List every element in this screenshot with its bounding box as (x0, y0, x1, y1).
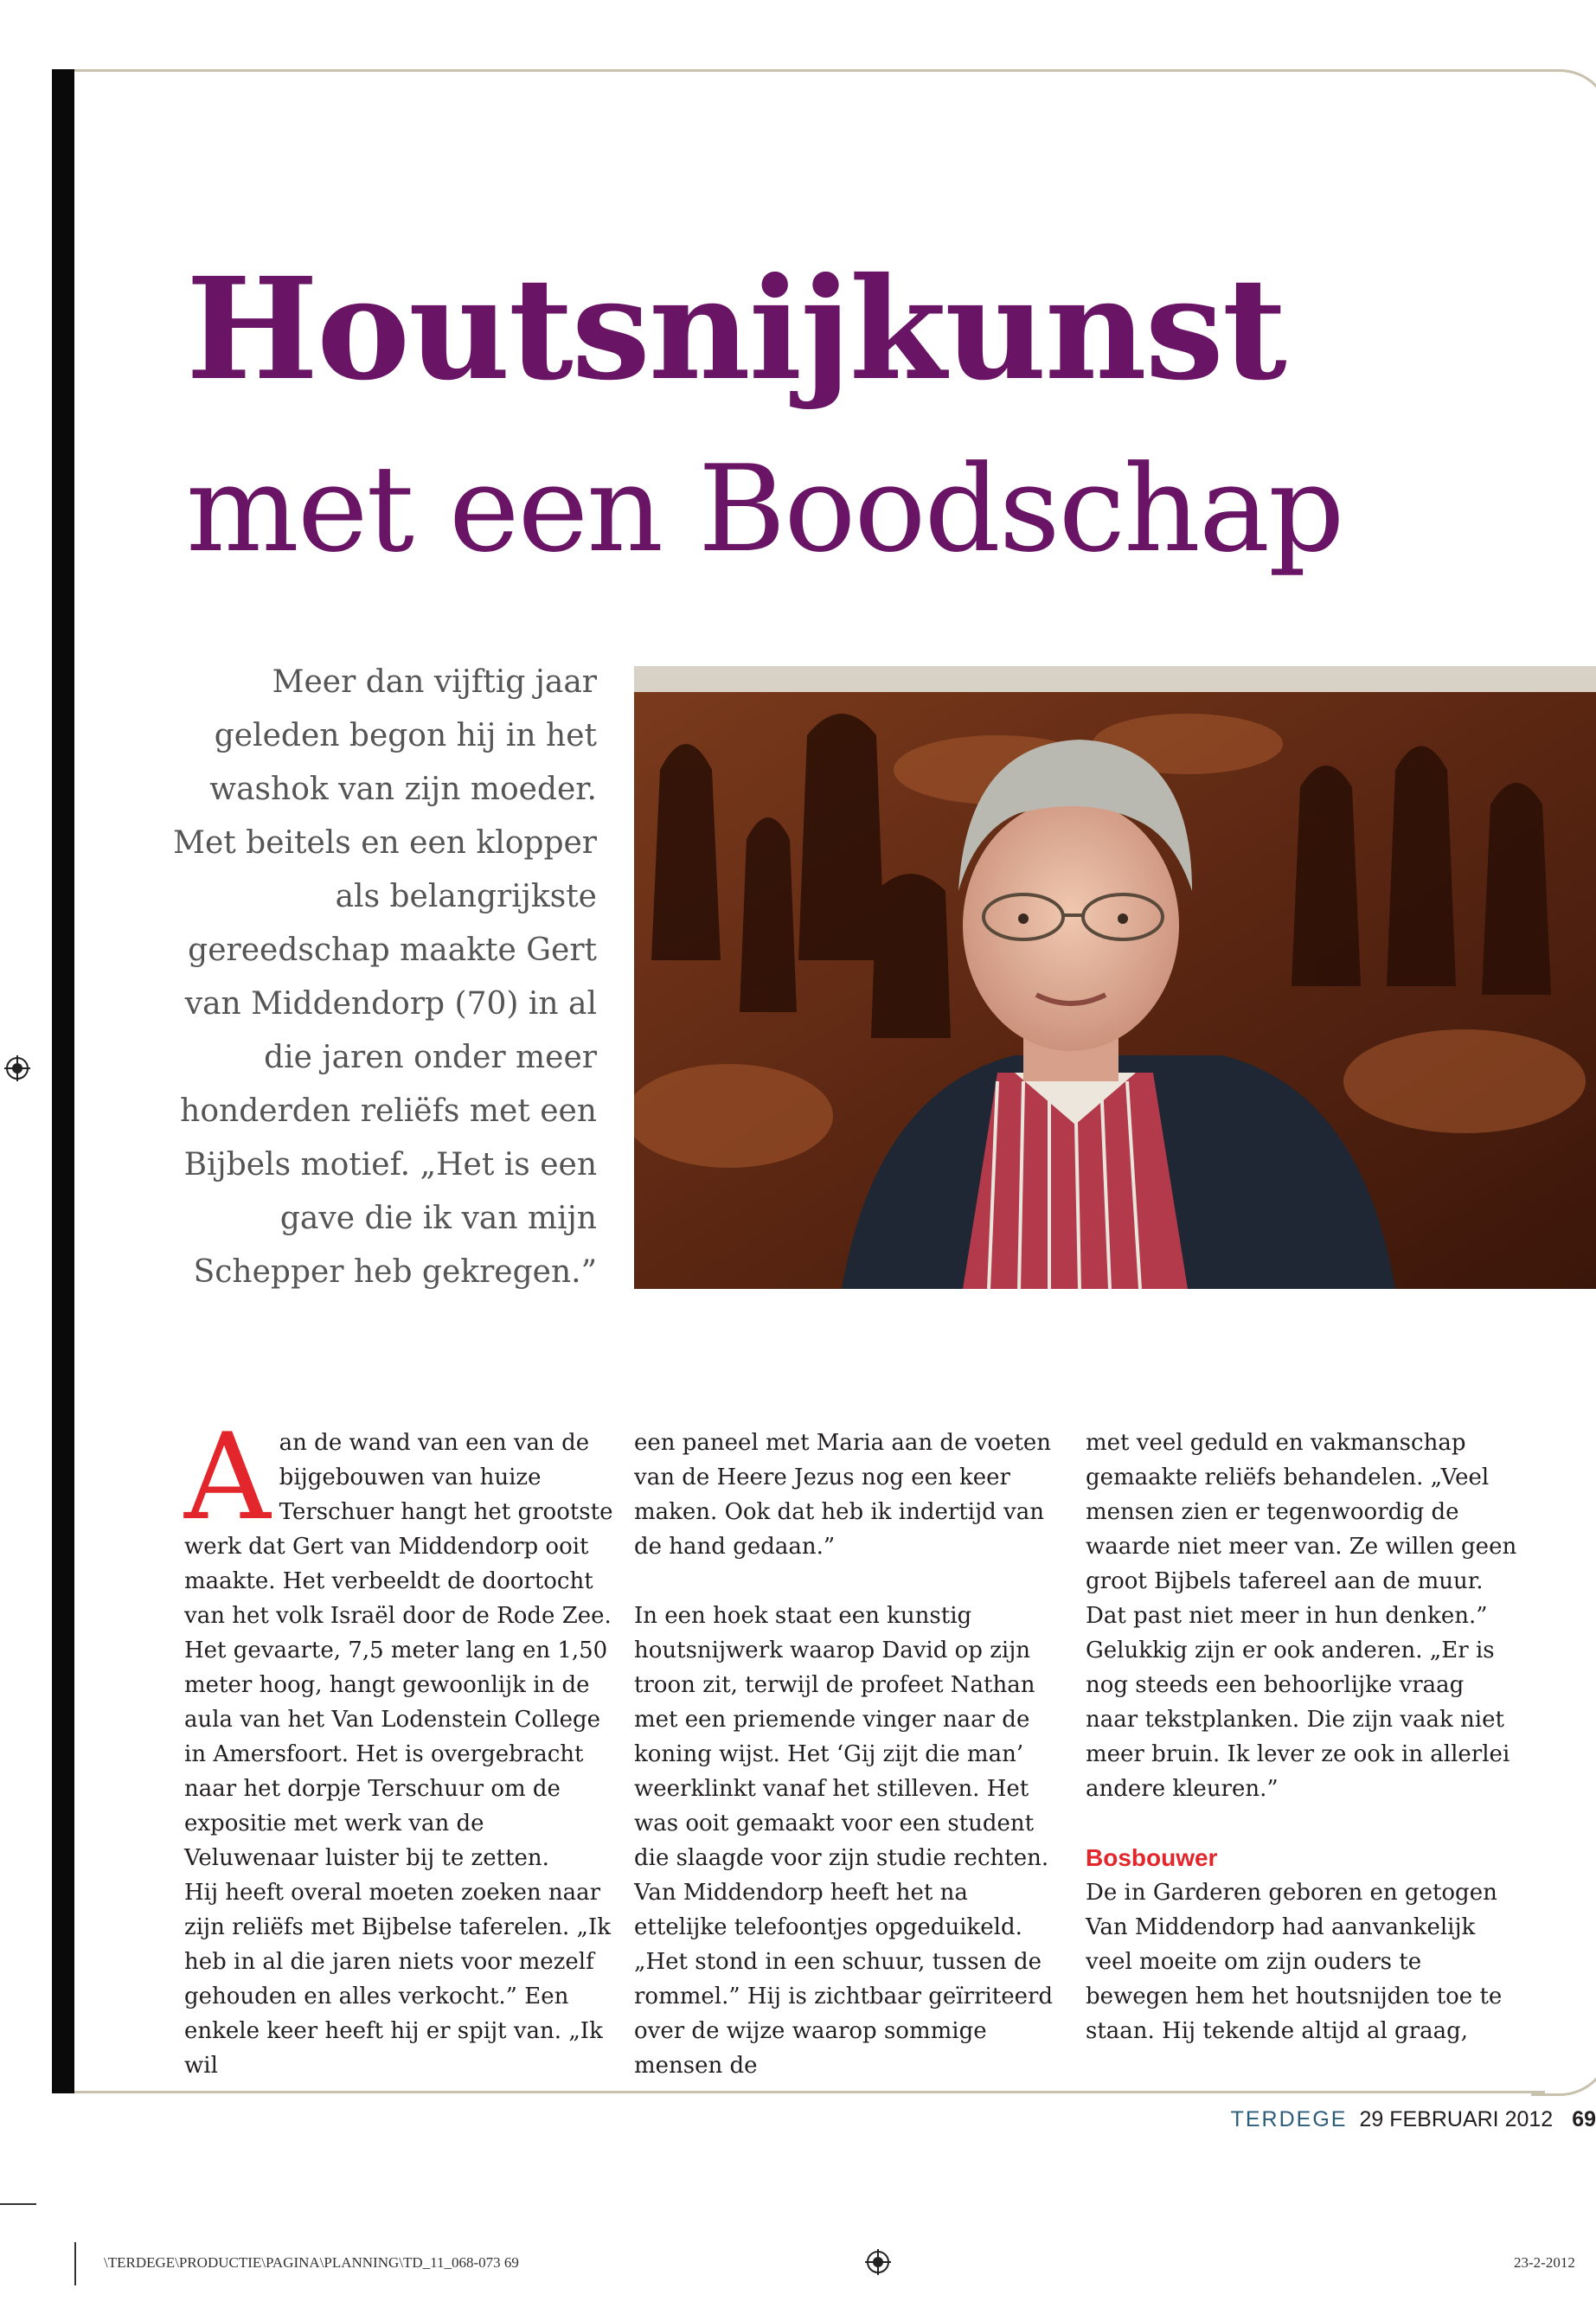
paragraph-gap (1086, 1806, 1518, 1841)
slug-date: 23-2-2012 (1514, 2254, 1575, 2271)
body-paragraph: met veel geduld en vakmanschap gemaakte reliëfs behandelen. „Veel mensen zien er tegenwoordig de waarde niet meer van. Ze willen geen groot Bijbels tafereel aan de muur. Dat past niet meer in hun denken.” Gelukkig zijn er ook anderen. „Er is nog steeds een behoorlijke vraag naar tekstplanken. Die zijn vaak niet meer bruin. Ik lever ze ook in allerlei andere kleuren.” (1086, 1430, 1517, 1802)
crop-mark (0, 2203, 36, 2205)
portrait-photo (634, 666, 1596, 1289)
registration-mark-icon (865, 2249, 891, 2275)
body-paragraph: In een hoek staat een kunstig houtsnijwerk waarop David op zijn troon zit, terwijl de profeet Nathan met een priemende vinger naar de koning wijst. Het ‘Gij zijt die man’ weerklinkt vanaf het stilleven. Het was ooit gemaakt voor een student die slaagde voor zijn studie rechten. Van Middendorp heeft het na ettelijke telefoontjes opgeduikeld. „Het stond in een schuur, tussen de rommel.” Hij is zichtbaar geïrriteerd over de wijze waarop sommige mensen de (634, 1603, 1054, 2079)
slug-rule (74, 2242, 76, 2285)
intro-text: Meer dan vijftig jaar geleden begon hij in het washok van zijn moeder. Met beitels en een klopper als belangrijkste gereedschap maakte Gert van Middendorp (70) in al die jaren onder meer honderden reliëfs met een Bijbels motief. „Het is een gave die ik van mijn Schepper heb gekregen.” (173, 664, 597, 1290)
portrait-photo-illustration (634, 666, 1596, 1289)
page-frame-corner-bottom (1531, 2041, 1596, 2096)
drop-cap: A (184, 1407, 271, 1547)
body-paragraph (184, 1407, 617, 1875)
body-paragraph: een paneel met Maria aan de voeten van de Heere Jezus nog een keer maken. Ook dat heb ik indertijd van de hand gedaan.” (634, 1430, 1052, 1560)
body-column-3 (1086, 1426, 1518, 2048)
body-paragraph: De in Garderen geboren en getogen Van Middendorp had aanvankelijk veel moeite om zijn ouders te bewegen hem het houtsnijden toe te staan. Hij tekende altijd al graag, (1086, 1880, 1503, 2044)
body-column-1 (184, 1407, 617, 2083)
page-number: 69 (1572, 2107, 1596, 2131)
paragraph-gap (634, 1564, 1067, 1599)
page-frame-bar (52, 69, 74, 2093)
page-frame-top-rule (74, 69, 1545, 72)
slug-file-path: \TERDEGE\PRODUCTIE\PAGINA\PLANNING\TD_11_068-073 69 (104, 2254, 519, 2271)
body-column-2 (634, 1426, 1067, 2083)
body-paragraph: Hij heeft overal moeten zoeken naar zijn reliëfs met Bijbelse taferelen. „Ik heb in al die jaren niets voor mezelf gehouden en alles verkocht.” Een enkele keer heeft hij er spijt van. „Ik wil (184, 1880, 611, 2079)
body-text: an de wand van een van de bijgebouwen van huize Terschuer hangt het grootste werk dat Gert van Middendorp ooit maakte. Het verbeeldt de doortocht van het volk Israël door de Rode Zee. Het gevaarte, 7,5 meter lang en 1,50 meter hoog, hangt gewoonlijk in de aula van het Van Lodenstein College in Amersfoort. Het is overgebracht naar het dorpje Terschuur om de expositie met werk van de Veluwenaar luister bij te zetten. (184, 1430, 613, 1871)
section-subhead: Bosbouwer (1086, 1844, 1218, 1871)
registration-mark-icon (4, 1055, 30, 1081)
headline-line-2: met een Boodschap (186, 439, 1343, 579)
issue-date: 29 FEBRUARI 2012 (1359, 2107, 1554, 2131)
headline-line-1: Houtsnijkunst (186, 247, 1285, 412)
page-frame-bottom-rule (74, 2091, 1545, 2093)
magazine-name: TERDEGE (1230, 2107, 1348, 2131)
page-frame-corner (1531, 69, 1596, 124)
page-footer (1231, 2107, 1596, 2132)
